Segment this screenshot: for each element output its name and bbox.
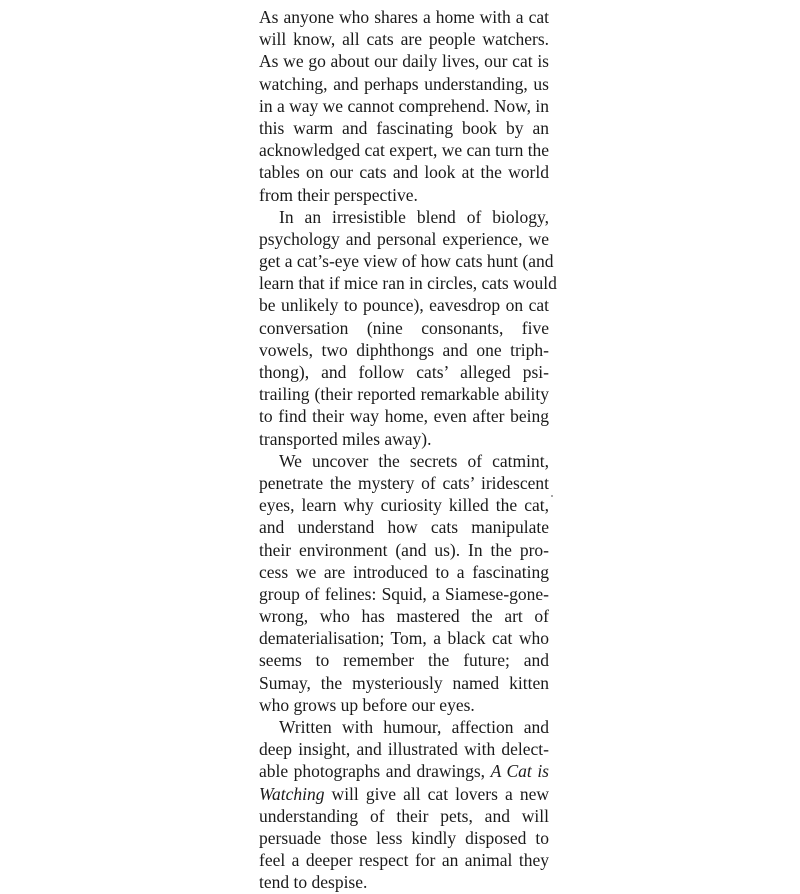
- text-line: persuade those less kindly disposed to: [259, 827, 549, 848]
- text-line: conversation (nine consonants, five: [259, 317, 549, 338]
- text-line: learn that if mice ran in circles, cats would: [259, 273, 557, 294]
- paragraph: [259, 450, 549, 716]
- text-line: their environment (and us). In the pro-: [259, 539, 549, 560]
- text-line: and understand how cats manipulate: [259, 517, 549, 538]
- text-line: psychology and personal experience, we: [259, 228, 549, 249]
- text-line: wrong, who has mastered the art of: [259, 606, 549, 627]
- text-line: who grows up before our eyes.: [259, 694, 475, 715]
- stray-mark: [551, 495, 553, 497]
- text-line: tend to despise.: [259, 872, 368, 893]
- text-line: acknowledged cat expert, we can turn the: [259, 140, 550, 161]
- book-title-italic: A Cat is: [490, 761, 549, 782]
- text-line: Written with humour, affection and: [279, 717, 549, 737]
- text-line: As we go about our daily lives, our cat is: [259, 51, 549, 72]
- text-line: eyes, learn why curiosity killed the cat,: [259, 495, 549, 516]
- book-title-italic: Watching: [259, 783, 325, 804]
- text-line: will know, all cats are people watchers.: [259, 29, 549, 50]
- text-line: penetrate the mystery of cats’ iridescent: [259, 472, 549, 493]
- text-line: get a cat’s-eye view of how cats hunt (and: [259, 251, 554, 272]
- text-line: vowels, two diphthongs and one triph-: [259, 339, 549, 360]
- text-line: watching, and perhaps understanding, us: [259, 73, 549, 94]
- text-line: able photographs and drawings, A Cat is: [259, 761, 549, 782]
- text-line: transported miles away).: [259, 428, 432, 449]
- blurb-text-column: [259, 6, 557, 894]
- text-line: seems to remember the future; and: [259, 650, 549, 671]
- text-line: this warm and fascinating book by an: [259, 117, 549, 138]
- text-line: feel a deeper respect for an animal they: [259, 850, 549, 871]
- paragraph: [259, 6, 549, 206]
- text-line: cess we are introduced to a fascinating: [259, 561, 549, 582]
- text-line: from their perspective.: [259, 184, 418, 205]
- text-line: understanding of their pets, and will: [259, 805, 549, 826]
- paragraph: [259, 206, 557, 450]
- text-line: group of felines: Squid, a Siamese-gone-: [259, 583, 549, 604]
- text-line: be unlikely to pounce), eavesdrop on cat: [259, 295, 549, 316]
- text-line: tables on our cats and look at the world: [259, 162, 549, 183]
- text-line: deep insight, and illustrated with delect-: [259, 739, 549, 760]
- paragraph: [259, 716, 549, 894]
- text-line: We uncover the secrets of catmint,: [279, 450, 549, 471]
- text-line: thong), and follow cats’ alleged psi-: [259, 362, 549, 382]
- text-line: to find their way home, even after being: [259, 406, 549, 427]
- text-line: As anyone who shares a home with a cat: [259, 7, 549, 27]
- text-line: In an irresistible blend of biology,: [279, 206, 549, 227]
- text-line: trailing (their reported remarkable ability: [259, 384, 549, 405]
- text-line: dematerialisation; Tom, a black cat who: [259, 628, 549, 649]
- text-line: Watching will give all cat lovers a new: [259, 783, 549, 804]
- text-line: Sumay, the mysteriously named kitten: [259, 672, 549, 693]
- text-line: in a way we cannot comprehend. Now, in: [259, 95, 549, 116]
